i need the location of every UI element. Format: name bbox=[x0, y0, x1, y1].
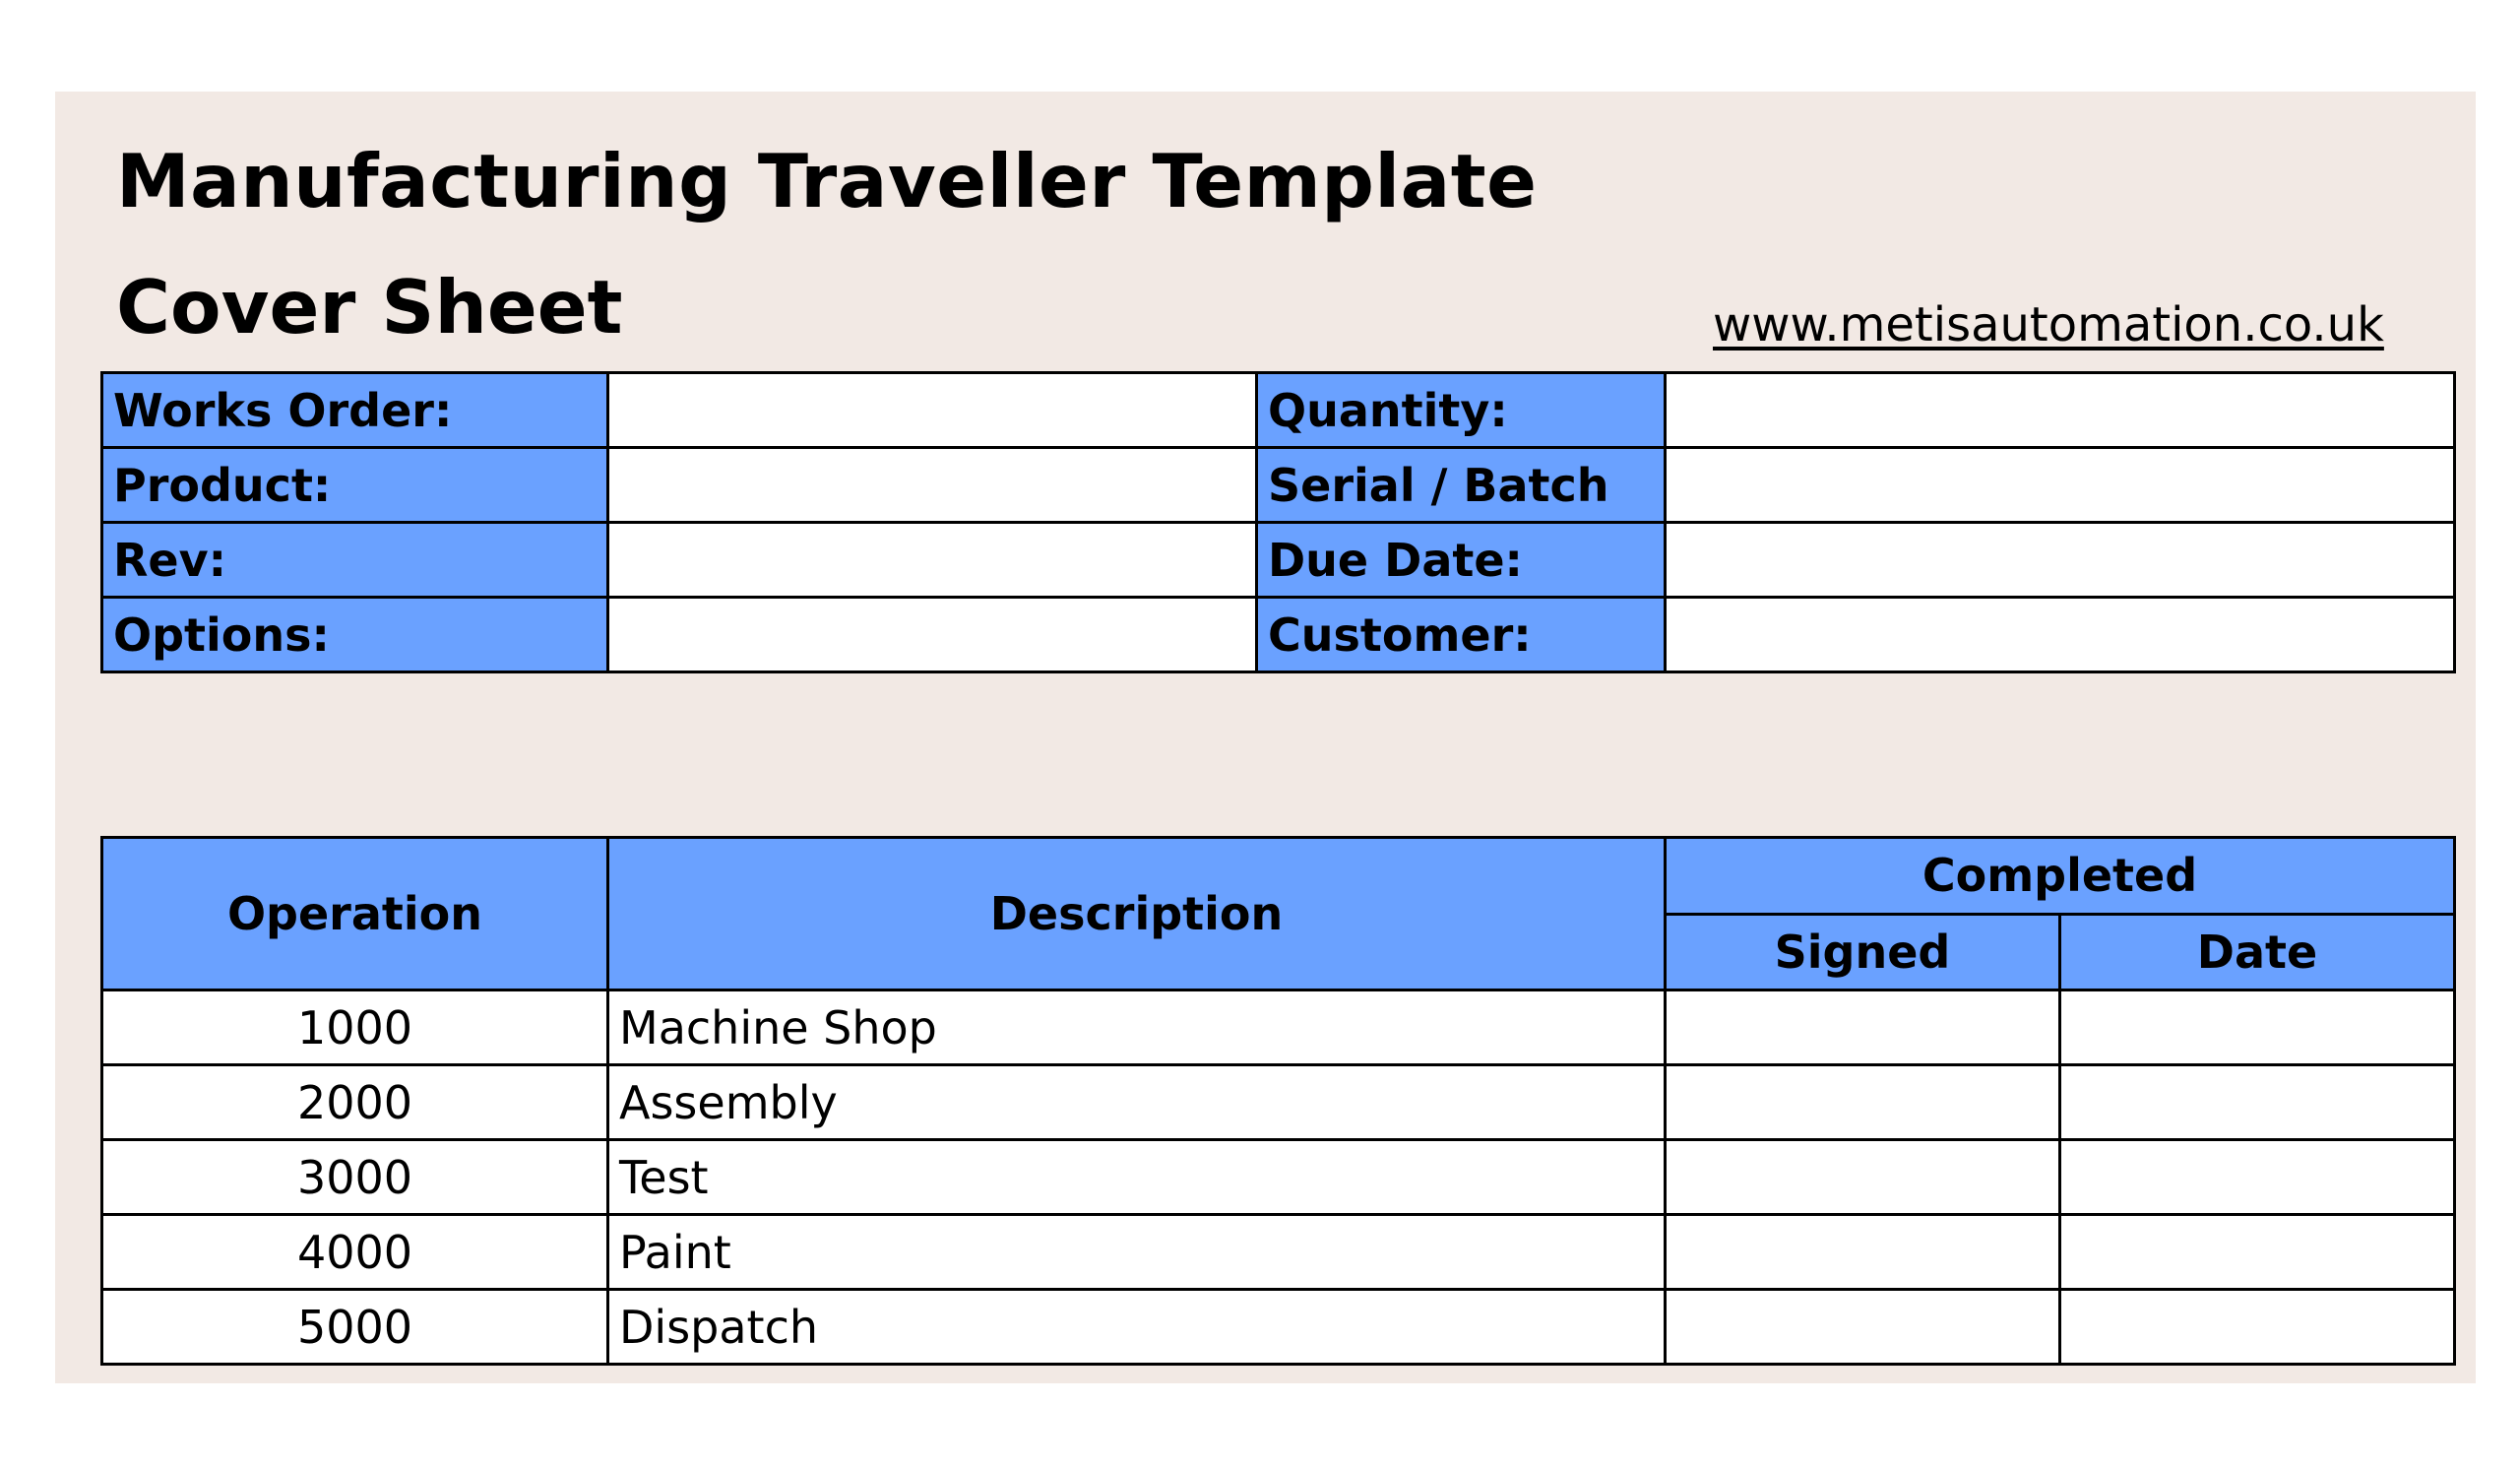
operation-number: 5000 bbox=[102, 1290, 608, 1365]
operation-number: 2000 bbox=[102, 1065, 608, 1140]
options-label: Options: bbox=[102, 598, 608, 672]
operations-table bbox=[100, 836, 2456, 1366]
info-row bbox=[102, 448, 2455, 523]
serial-batch-label: Serial / Batch bbox=[1257, 448, 1666, 523]
order-info-table bbox=[100, 371, 2456, 673]
works-order-label: Works Order: bbox=[102, 373, 608, 448]
product-field[interactable] bbox=[608, 448, 1257, 523]
date-cell[interactable] bbox=[2060, 1290, 2455, 1365]
serial-batch-field[interactable] bbox=[1666, 448, 2455, 523]
date-cell[interactable] bbox=[2060, 990, 2455, 1065]
due-date-field[interactable] bbox=[1666, 523, 2455, 598]
signed-cell[interactable] bbox=[1666, 1215, 2060, 1290]
customer-label: Customer: bbox=[1257, 598, 1666, 672]
description-header: Description bbox=[608, 838, 1666, 990]
operation-number: 3000 bbox=[102, 1140, 608, 1215]
options-field[interactable] bbox=[608, 598, 1257, 672]
operations-header-row bbox=[102, 838, 2455, 915]
completed-header: Completed bbox=[1666, 838, 2455, 915]
document-subtitle: Cover Sheet bbox=[116, 264, 623, 351]
operation-description: Paint bbox=[608, 1215, 1666, 1290]
signed-header: Signed bbox=[1666, 914, 2060, 990]
info-row bbox=[102, 373, 2455, 448]
due-date-label: Due Date: bbox=[1257, 523, 1666, 598]
rev-field[interactable] bbox=[608, 523, 1257, 598]
page-cutoff bbox=[0, 1383, 2520, 1469]
operation-header: Operation bbox=[102, 838, 608, 990]
table-row bbox=[102, 990, 2455, 1065]
table-row bbox=[102, 1290, 2455, 1365]
date-cell[interactable] bbox=[2060, 1140, 2455, 1215]
table-row bbox=[102, 1140, 2455, 1215]
rev-label: Rev: bbox=[102, 523, 608, 598]
table-row bbox=[102, 1065, 2455, 1140]
works-order-field[interactable] bbox=[608, 373, 1257, 448]
operation-description: Assembly bbox=[608, 1065, 1666, 1140]
operation-description: Machine Shop bbox=[608, 990, 1666, 1065]
signed-cell[interactable] bbox=[1666, 1290, 2060, 1365]
document-title: Manufacturing Traveller Template bbox=[116, 138, 1538, 224]
operation-number: 1000 bbox=[102, 990, 608, 1065]
date-cell[interactable] bbox=[2060, 1215, 2455, 1290]
info-row bbox=[102, 598, 2455, 672]
date-header: Date bbox=[2060, 914, 2455, 990]
signed-cell[interactable] bbox=[1666, 1140, 2060, 1215]
date-cell[interactable] bbox=[2060, 1065, 2455, 1140]
operation-number: 4000 bbox=[102, 1215, 608, 1290]
info-row bbox=[102, 523, 2455, 598]
quantity-label: Quantity: bbox=[1257, 373, 1666, 448]
table-row bbox=[102, 1215, 2455, 1290]
website-link[interactable]: www.metisautomation.co.uk bbox=[1713, 297, 2384, 352]
operation-description: Test bbox=[608, 1140, 1666, 1215]
signed-cell[interactable] bbox=[1666, 990, 2060, 1065]
operation-description: Dispatch bbox=[608, 1290, 1666, 1365]
customer-field[interactable] bbox=[1666, 598, 2455, 672]
quantity-field[interactable] bbox=[1666, 373, 2455, 448]
product-label: Product: bbox=[102, 448, 608, 523]
signed-cell[interactable] bbox=[1666, 1065, 2060, 1140]
